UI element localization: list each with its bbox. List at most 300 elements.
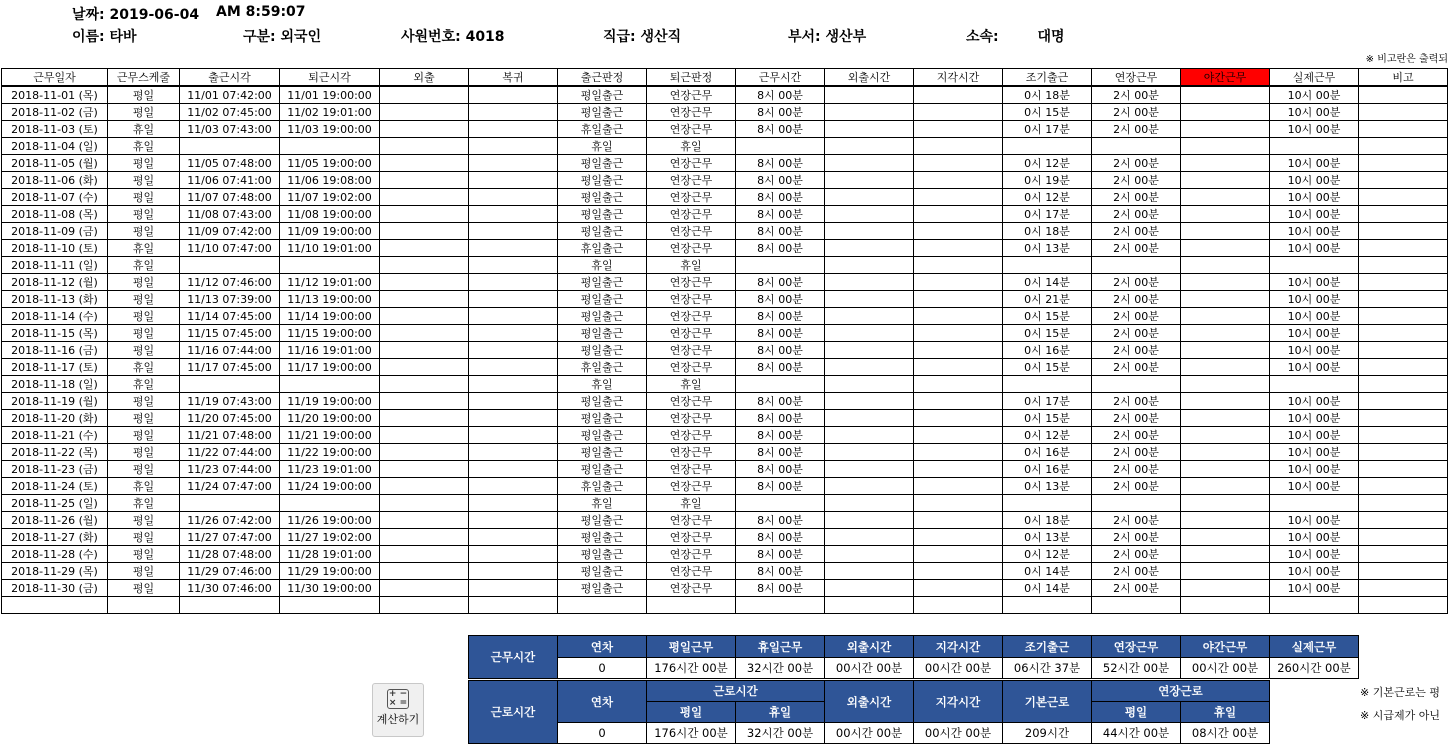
table-cell: 11/19 07:43:00 [180,393,280,410]
table-cell: 평일 [108,580,180,597]
table-cell [380,189,469,206]
table-cell: 11/17 07:45:00 [180,359,280,376]
table-cell [469,444,558,461]
table-cell [914,393,1003,410]
table-cell [1359,427,1448,444]
table-row [2,308,1448,325]
ext-weekday-label: 평일 [1092,702,1181,723]
table-cell: 휴일 [647,138,736,155]
table-cell [380,240,469,257]
sum1-value: 00시간 00분 [1181,658,1270,679]
table-cell: 평일출근 [558,206,647,223]
emp-no-field: 사원번호: 4018 [401,29,505,45]
late-time-label: 지각시간 [914,681,1003,723]
table-cell [380,393,469,410]
table-cell [825,512,914,529]
table-cell: 평일출근 [558,325,647,342]
table-cell: 11/16 19:01:00 [280,342,380,359]
table-cell [469,546,558,563]
table-cell: 8시 00분 [736,189,825,206]
labor-hours-label: 근로시간 [469,681,558,744]
table-cell [1359,410,1448,427]
table-cell: 2018-11-26 (월) [2,512,108,529]
table-row [2,410,1448,427]
table-cell [380,172,469,189]
table-cell: 0시 12분 [1003,546,1092,563]
table-cell: 11/13 07:39:00 [180,291,280,308]
column-header: 퇴근판정 [647,69,736,87]
table-cell [1359,325,1448,342]
table-cell: 2018-11-23 (금) [2,461,108,478]
table-row [2,189,1448,206]
table-cell: 평일출근 [558,580,647,597]
table-cell: 연장근무 [647,342,736,359]
table-cell [914,359,1003,376]
table-cell [825,325,914,342]
table-cell: 연장근무 [647,121,736,138]
table-cell: 2시 00분 [1092,512,1181,529]
table-cell: 11/15 07:45:00 [180,325,280,342]
sum1-header: 연차 [558,636,647,658]
table-cell [914,342,1003,359]
table-cell: 0시 18분 [1003,512,1092,529]
table-cell: 10시 00분 [1270,206,1359,223]
table-cell: 연장근무 [647,512,736,529]
table-cell: 연장근무 [647,529,736,546]
table-cell: 평일 [108,325,180,342]
table-cell [469,274,558,291]
table-cell: 평일 [108,155,180,172]
table-cell: 0시 12분 [1003,155,1092,172]
sum2-value: 209시간 [1003,723,1092,744]
table-cell [914,240,1003,257]
table-cell [380,155,469,172]
column-header: 외출 [380,69,469,87]
column-header: 실제근무 [1270,69,1359,87]
table-cell [469,563,558,580]
sum1-header: 연장근무 [1092,636,1181,658]
table-cell [380,121,469,138]
table-cell [469,529,558,546]
table-cell [1181,461,1270,478]
table-cell: 8시 00분 [736,342,825,359]
column-header: 지각시간 [914,69,1003,87]
table-cell [1181,580,1270,597]
table-cell: 휴일 [108,478,180,495]
table-cell: 2018-11-18 (일) [2,376,108,393]
table-cell [469,597,558,614]
table-cell: 2018-11-12 (월) [2,274,108,291]
table-cell [1003,597,1092,614]
table-cell: 2018-11-06 (화) [2,172,108,189]
table-cell: 2018-11-04 (일) [2,138,108,155]
table-cell [825,104,914,121]
sum2-value: 176시간 00분 [647,723,736,744]
table-cell [1181,138,1270,155]
table-cell: 11/26 07:42:00 [180,512,280,529]
table-cell: 2시 00분 [1092,121,1181,138]
table-row [2,291,1448,308]
table-cell [380,580,469,597]
table-cell: 0시 16분 [1003,342,1092,359]
table-cell [469,189,558,206]
table-cell [914,461,1003,478]
table-cell [1181,546,1270,563]
table-cell: 휴일 [647,376,736,393]
table-cell: 10시 00분 [1270,393,1359,410]
table-cell: 0시 18분 [1003,223,1092,240]
table-cell: 휴일 [558,495,647,512]
table-cell: 8시 00분 [736,546,825,563]
table-cell: 10시 00분 [1270,529,1359,546]
table-cell: 11/27 19:02:00 [280,529,380,546]
table-cell: 휴일 [108,138,180,155]
table-cell: 2018-11-02 (금) [2,104,108,121]
table-cell [825,240,914,257]
table-cell: 10시 00분 [1270,342,1359,359]
table-cell: 2018-11-08 (목) [2,206,108,223]
table-cell [469,223,558,240]
table-cell [1181,512,1270,529]
aff-field: 소속: 대명 [966,29,1065,45]
table-cell: 8시 00분 [736,86,825,104]
table-cell: 휴일 [647,495,736,512]
date-label: 날짜: 2019-06-04 [72,7,200,23]
table-cell [280,138,380,155]
table-cell: 0시 15분 [1003,325,1092,342]
sum1-header: 야간근무 [1181,636,1270,658]
table-cell [380,461,469,478]
table-cell [825,546,914,563]
table-cell: 평일 [108,342,180,359]
table-cell [380,563,469,580]
work-hours-summary [468,635,1359,679]
table-cell: 10시 00분 [1270,308,1359,325]
table-cell [1181,155,1270,172]
table-cell: 8시 00분 [736,206,825,223]
note-top: ※ 비고란은 출력되 [1365,54,1448,65]
table-cell [914,206,1003,223]
table-cell: 0시 16분 [1003,461,1092,478]
table-cell: 10시 00분 [1270,291,1359,308]
table-cell [736,495,825,512]
table-cell: 11/20 07:45:00 [180,410,280,427]
table-cell [1359,189,1448,206]
table-cell: 10시 00분 [1270,512,1359,529]
table-cell: 8시 00분 [736,155,825,172]
sum2-value: 00시간 00분 [914,723,1003,744]
table-cell: 연장근무 [647,478,736,495]
table-cell [280,495,380,512]
column-header: 연장근무 [1092,69,1181,87]
table-cell: 10시 00분 [1270,359,1359,376]
table-cell [469,478,558,495]
table-cell [380,359,469,376]
table-cell: 2시 00분 [1092,529,1181,546]
table-cell: 연장근무 [647,86,736,104]
table-cell: 11/24 19:00:00 [280,478,380,495]
table-cell: 휴일 [108,376,180,393]
sum1-header: 실제근무 [1270,636,1359,658]
table-cell [1181,308,1270,325]
table-cell: 2시 00분 [1092,580,1181,597]
table-cell: 평일출근 [558,410,647,427]
column-header: 비고 [1359,69,1448,87]
column-header: 복귀 [469,69,558,87]
table-cell: 2018-11-20 (화) [2,410,108,427]
table-cell [825,597,914,614]
table-cell [380,597,469,614]
table-row [2,495,1448,512]
table-row [2,104,1448,121]
table-cell [108,597,180,614]
sum1-value: 0 [558,658,647,679]
column-header: 퇴근시각 [280,69,380,87]
table-cell: 11/08 07:43:00 [180,206,280,223]
time-value: AM 8:59:07 [216,4,306,20]
table-cell [380,86,469,104]
table-cell: 8시 00분 [736,427,825,444]
table-cell: 2018-11-16 (금) [2,342,108,359]
table-cell: 11/29 19:00:00 [280,563,380,580]
table-cell [1359,563,1448,580]
table-cell: 8시 00분 [736,512,825,529]
table-cell: 8시 00분 [736,240,825,257]
table-cell [1181,342,1270,359]
table-cell [380,444,469,461]
table-cell [469,495,558,512]
table-row [2,444,1448,461]
table-cell: 2018-11-25 (일) [2,495,108,512]
column-header: 근무스케줄 [108,69,180,87]
table-cell: 2018-11-22 (목) [2,444,108,461]
table-cell: 2018-11-01 (목) [2,86,108,104]
table-cell [469,580,558,597]
table-row [2,359,1448,376]
table-cell: 0시 12분 [1003,427,1092,444]
table-cell [1359,376,1448,393]
table-cell: 10시 00분 [1270,580,1359,597]
table-cell: 8시 00분 [736,529,825,546]
table-cell: 평일 [108,206,180,223]
table-cell [380,223,469,240]
table-cell: 2시 00분 [1092,444,1181,461]
sum1-value: 06시간 37분 [1003,658,1092,679]
table-cell: 11/06 19:08:00 [280,172,380,189]
table-cell: 평일 [108,393,180,410]
table-cell [1181,291,1270,308]
table-cell: 2시 00분 [1092,155,1181,172]
table-cell [469,206,558,223]
table-cell: 휴일출근 [558,121,647,138]
table-cell: 2시 00분 [1092,461,1181,478]
table-cell [1003,138,1092,155]
table-cell [825,580,914,597]
table-cell: 10시 00분 [1270,325,1359,342]
table-cell: 11/05 19:00:00 [280,155,380,172]
table-cell [469,86,558,104]
table-cell: 평일 [108,563,180,580]
table-cell: 평일출근 [558,529,647,546]
table-cell: 11/14 19:00:00 [280,308,380,325]
table-cell: 연장근무 [647,155,736,172]
table-cell [1359,223,1448,240]
table-cell: 11/28 07:48:00 [180,546,280,563]
table-cell: 연장근무 [647,206,736,223]
table-cell [825,376,914,393]
table-cell: 연장근무 [647,172,736,189]
table-cell [380,325,469,342]
table-cell: 10시 00분 [1270,104,1359,121]
table-cell: 11/22 19:00:00 [280,444,380,461]
column-header: 근무일자 [2,69,108,87]
table-cell [469,359,558,376]
table-cell: 11/20 19:00:00 [280,410,380,427]
table-cell [825,359,914,376]
table-cell [914,580,1003,597]
table-cell [1003,495,1092,512]
table-cell: 2시 00분 [1092,393,1181,410]
table-cell: 0시 14분 [1003,580,1092,597]
table-cell [914,121,1003,138]
sum2-value: 44시간 00분 [1092,723,1181,744]
table-row [2,223,1448,240]
table-cell: 11/14 07:45:00 [180,308,280,325]
table-cell [1181,121,1270,138]
table-cell [1181,240,1270,257]
table-cell [1181,529,1270,546]
table-cell [736,257,825,274]
table-cell [1181,393,1270,410]
rank-value: 생산직 [640,29,682,45]
table-cell [1181,223,1270,240]
table-cell: 휴일 [558,257,647,274]
column-header: 출근판정 [558,69,647,87]
table-cell: 평일 [108,189,180,206]
dept-value: 생산부 [825,29,867,45]
table-cell [469,172,558,189]
table-cell [469,393,558,410]
table-cell [825,223,914,240]
dept-field: 부서: 생산부 [788,29,867,45]
table-cell [914,495,1003,512]
table-cell [825,121,914,138]
table-cell: 평일 [108,410,180,427]
table-cell [469,342,558,359]
calculator-icon: + − × = [388,689,408,708]
table-cell: 8시 00분 [736,478,825,495]
table-cell: 8시 00분 [736,104,825,121]
column-header: 조기출근 [1003,69,1092,87]
holiday-label: 휴일 [736,702,825,723]
table-cell [914,427,1003,444]
calculate-button[interactable] [372,683,424,737]
table-cell: 11/12 19:01:00 [280,274,380,291]
table-cell: 0시 17분 [1003,121,1092,138]
table-cell: 10시 00분 [1270,172,1359,189]
table-cell [914,223,1003,240]
table-cell: 2018-11-28 (수) [2,546,108,563]
table-cell: 2시 00분 [1092,86,1181,104]
table-cell [2,597,108,614]
table-row [2,172,1448,189]
sum1-value: 32시간 00분 [736,658,825,679]
table-cell: 0시 13분 [1003,240,1092,257]
table-row [2,155,1448,172]
table-cell: 평일출근 [558,342,647,359]
table-cell: 10시 00분 [1270,121,1359,138]
table-cell: 휴일 [108,240,180,257]
table-cell [1181,478,1270,495]
table-cell: 2018-11-03 (토) [2,121,108,138]
table-cell [825,155,914,172]
table-cell: 연장근무 [647,410,736,427]
table-row [2,86,1448,104]
table-cell: 8시 00분 [736,563,825,580]
table-cell [380,529,469,546]
table-cell [914,444,1003,461]
table-cell: 평일출근 [558,461,647,478]
table-cell: 휴일 [558,138,647,155]
table-cell: 10시 00분 [1270,274,1359,291]
table-cell: 2시 00분 [1092,427,1181,444]
table-cell: 연장근무 [647,580,736,597]
table-cell: 2018-11-05 (월) [2,155,108,172]
annual-label: 연차 [558,681,647,723]
table-cell: 2018-11-29 (목) [2,563,108,580]
table-cell: 평일출근 [558,393,647,410]
table-cell: 8시 00분 [736,359,825,376]
table-cell: 10시 00분 [1270,240,1359,257]
table-row [2,461,1448,478]
table-cell: 연장근무 [647,563,736,580]
table-cell [736,376,825,393]
table-cell: 평일 [108,274,180,291]
emp-no-value: 4018 [465,29,505,45]
work-hours-label: 근무시간 [469,636,558,679]
table-cell [1359,308,1448,325]
sum1-header: 평일근무 [647,636,736,658]
sum1-header: 휴일근무 [736,636,825,658]
table-cell: 10시 00분 [1270,427,1359,444]
table-cell [1092,257,1181,274]
table-cell: 연장근무 [647,359,736,376]
table-cell: 2018-11-10 (토) [2,240,108,257]
table-cell: 평일출근 [558,308,647,325]
table-cell: 평일출근 [558,86,647,104]
table-cell [380,104,469,121]
date-value: 2019-06-04 [109,7,200,23]
table-cell [469,427,558,444]
table-cell [914,325,1003,342]
table-cell: 평일 [108,512,180,529]
table-cell [825,308,914,325]
table-cell [914,274,1003,291]
table-cell: 2시 00분 [1092,274,1181,291]
table-cell [825,138,914,155]
table-cell [180,495,280,512]
table-cell [380,257,469,274]
name-field: 이름: 타바 [72,29,137,45]
table-cell: 연장근무 [647,546,736,563]
table-cell [469,376,558,393]
table-cell [914,597,1003,614]
table-cell: 11/03 07:43:00 [180,121,280,138]
sum1-value: 52시간 00분 [1092,658,1181,679]
table-cell [1359,257,1448,274]
table-cell: 연장근무 [647,189,736,206]
table-cell: 평일 [108,104,180,121]
